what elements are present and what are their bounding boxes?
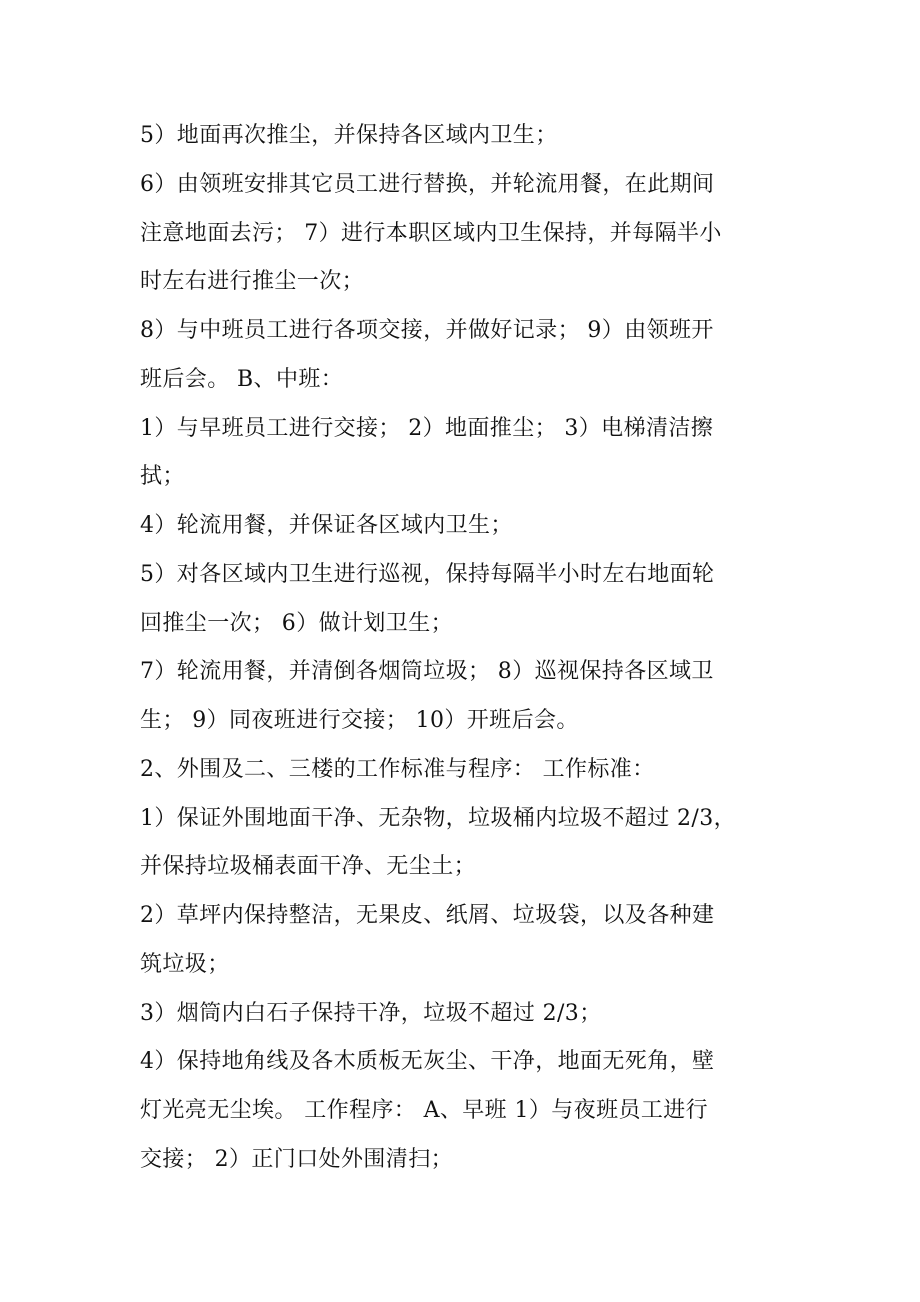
text-line: 并保持垃圾桶表面干净、无尘土；: [140, 854, 477, 880]
text-line: 筑垃圾；: [140, 951, 230, 977]
text-line: 6）由领班安排其它员工进行替换，并轮流用餐，在此期间: [140, 171, 715, 197]
text-line: 交接； 2）正门口处外围清扫；: [140, 1146, 453, 1172]
text-line: 注意地面去污； 7）进行本职区域内卫生保持，并每隔半小: [140, 220, 722, 246]
text-line: 7）轮流用餐，并清倒各烟筒垃圾； 8）巡视保持各区域卫: [140, 659, 714, 685]
text-line: 1）与早班员工进行交接； 2）地面推尘； 3）电梯清洁擦: [140, 415, 714, 441]
text-line: 2、外围及二、三楼的工作标准与程序： 工作标准：: [140, 756, 655, 782]
text-line: 4）轮流用餐，并保证各区域内卫生；: [140, 513, 513, 538]
text-line: 回推尘一次； 6）做计划卫生；: [140, 610, 453, 636]
text-line: 时左右进行推尘一次；: [140, 269, 365, 295]
text-line: 灯光亮无尘埃。 工作程序： A、早班 1）与夜班员工进行: [140, 1098, 709, 1123]
text-line: 2）草坪内保持整洁，无果皮、纸屑、垃圾袋，以及各种建: [140, 903, 715, 928]
text-line: 拭；: [140, 464, 185, 490]
text-line: 1）保证外围地面干净、无杂物，垃圾桶内垃圾不超过 2/3，: [140, 805, 736, 831]
text-line: 5）对各区域内卫生进行巡视，保持每隔半小时左右地面轮: [140, 561, 715, 587]
text-line: 生； 9）同夜班进行交接； 10）开班后会。: [140, 708, 579, 733]
text-line: 8）与中班员工进行各项交接，并做好记录； 9）由领班开: [140, 318, 714, 343]
document-body: [140, 112, 800, 1185]
text-line: 3）烟筒内白石子保持干净，垃圾不超过 2/3；: [140, 1000, 602, 1026]
text-line: 4）保持地角线及各木质板无灰尘、干净，地面无死角，壁: [140, 1049, 715, 1075]
text-line: 班后会。 B、中班：: [140, 366, 344, 392]
text-line: 5）地面再次推尘，并保持各区域内卫生；: [140, 123, 558, 148]
